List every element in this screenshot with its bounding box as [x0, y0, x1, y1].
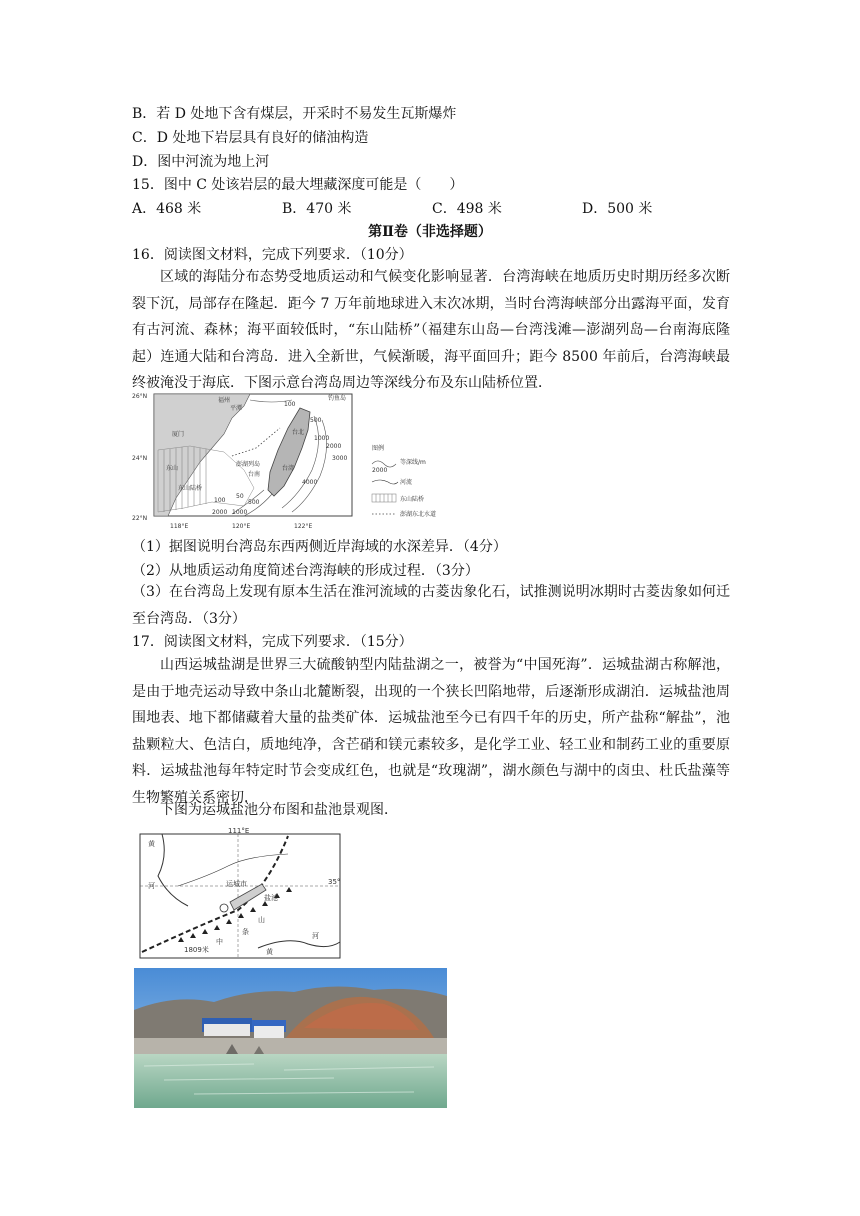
map16-depth-1000b: 1000 — [232, 509, 248, 516]
map17-label-he1: 河 — [148, 882, 155, 890]
salt-lake-landscape-photo — [134, 968, 447, 1108]
taiwan-strait-map — [132, 390, 368, 530]
section-title: 第Ⅱ卷（非选择题） — [368, 224, 492, 240]
map16-depth-4000: 4000 — [302, 479, 318, 486]
q15-option-b: B．470 米 — [282, 201, 352, 217]
legend-isobath: 等深线/m — [400, 459, 426, 466]
map17-label-zhong: 中 — [216, 938, 223, 946]
q15-stem: 15．图中 C 处该岩层的最大埋藏深度可能是（ ） — [132, 177, 464, 193]
map16-place-taipei: 台北 — [292, 429, 305, 436]
q15-option-d: D．500 米 — [582, 201, 653, 217]
map17-label-city: 运城市 — [226, 880, 247, 888]
q16-sub1: （1）据图说明台湾岛东西两侧近岸海域的水深差异．（4分） — [132, 539, 507, 555]
q14-option-c: C．D 处地下岩层具有良好的储油构造 — [132, 130, 369, 146]
map16-depth-1000: 1000 — [314, 435, 330, 442]
map17-label-elevation: 1809米 — [184, 946, 209, 954]
q16-material: 区域的海陆分布态势受地质运动和气候变化影响显著．台湾海峡在地质历史时期历经多次断裂下沉，局部存在隆起．距今 7 万年前地球进入末次冰期，当时台湾海峡部分出露海平面，发育有古河流、森林；海平面较低时，“东山陆桥”（福建东山岛—台湾浅滩—澎湖列岛—台南海底隆起）连通大陆和台湾岛．进入全新世，气候渐暖，海平面回升；距今 8500 年前后，台湾海峡最终被淹没于海底．下图示意台湾岛周边等深线分布及东山陆桥位置． — [132, 269, 730, 391]
map16-place-dongshan: 东山 — [166, 465, 179, 472]
map16-lon-120: 120°E — [232, 523, 251, 530]
map16-place-xiamen: 厦门 — [172, 431, 185, 438]
q17-caption: 下图为运城盐池分布图和盐池景观图． — [160, 802, 398, 818]
q17-stem: 17．阅读图文材料，完成下列要求．（15分） — [132, 634, 413, 650]
q17-material: 山西运城盐湖是世界三大硫酸钠型内陆盐湖之一，被誉为“中国死海”．运城盐湖古称解池，是由于地壳运动导致中条山北麓断裂，出现的一个狭长凹陷地带，后逐渐形成湖泊．运城盐池周围地表、地下都储藏着大量的盐类矿体．运城盐池至今已有四千年的历史，所产盐称“解盐”，池盐颗粒大、色洁白，质地纯净，含芒硝和镁元素较多，是化学工业、轻工业和制药工业的重要原料．运城盐池每年特定时节会变成红色，也就是“玫瑰湖”，湖水颜色与湖中的卤虫、杜氏盐藻等生物繁殖关系密切． — [132, 657, 730, 806]
taiwan-map-legend — [370, 440, 450, 520]
map17-label-shan: 山 — [258, 916, 265, 924]
map16-depth-2000b: 2000 — [212, 509, 228, 516]
q15-option-a: A．468 米 — [132, 201, 202, 217]
map16-lat-26: 26°N — [132, 393, 148, 400]
map16-depth-500b: 500 — [248, 499, 260, 506]
map16-depth-500: 500 — [310, 417, 322, 424]
map16-place-landbridge: 东山陆桥 — [178, 485, 203, 492]
map16-depth-2000: 2000 — [326, 443, 342, 450]
map16-depth-3000: 3000 — [332, 455, 348, 462]
map16-lon-122: 122°E — [294, 523, 313, 530]
q15-option-c: C．498 米 — [432, 201, 502, 217]
map17-label-huang2: 黄 — [266, 948, 273, 956]
map16-lat-22: 22°N — [132, 515, 148, 522]
q16-sub2: （2）从地质运动角度简述台湾海峡的形成过程．（3分） — [132, 563, 479, 579]
map16-place-fuzhou: 福州 — [218, 397, 231, 404]
q16-stem: 16．阅读图文材料，完成下列要求．（10分） — [132, 247, 413, 263]
map16-depth-50: 50 — [236, 493, 244, 500]
q14-option-d: D．图中河流为地上河 — [132, 154, 270, 170]
map16-place-penghu: 澎湖列岛 — [236, 461, 261, 468]
map17-label-saltlake: 盐池 — [264, 894, 278, 902]
q14-option-b: B．若 D 处地下含有煤层，开采时不易发生瓦斯爆炸 — [132, 106, 457, 122]
map17-label-huang1: 黄 — [148, 840, 155, 848]
map16-lon-118: 118°E — [170, 523, 189, 530]
map16-depth-100b: 100 — [214, 497, 226, 504]
map17-label-tiao: 条 — [242, 928, 249, 936]
legend-channel: 澎湖东北水道 — [400, 511, 437, 518]
map17-label-he2: 河 — [312, 932, 319, 940]
map16-depth-100: 100 — [284, 401, 296, 408]
legend-river: 河流 — [400, 479, 413, 486]
map16-place-pingtan: 平潭 — [230, 405, 243, 412]
yuncheng-salt-lake-map — [138, 826, 348, 960]
map17-lon-label: 111°E — [228, 827, 250, 835]
map16-place-tainan: 台南 — [248, 471, 261, 478]
map17-lat-label: 35° — [328, 878, 341, 886]
map16-place-diaoyu: 钓鱼岛 — [328, 395, 347, 402]
q16-sub3: （3）在台湾岛上发现有原本生活在淮河流域的古菱齿象化石，试推测说明冰期时古菱齿象如何迁至台湾岛．（3分） — [132, 584, 730, 627]
map16-place-taiwan: 台湾 — [282, 465, 295, 472]
legend-title: 图例 — [372, 445, 385, 452]
map16-lat-24: 24°N — [132, 455, 148, 462]
legend-sample-depth: 2000 — [372, 467, 388, 474]
legend-landbridge: 东山陆桥 — [400, 496, 425, 503]
